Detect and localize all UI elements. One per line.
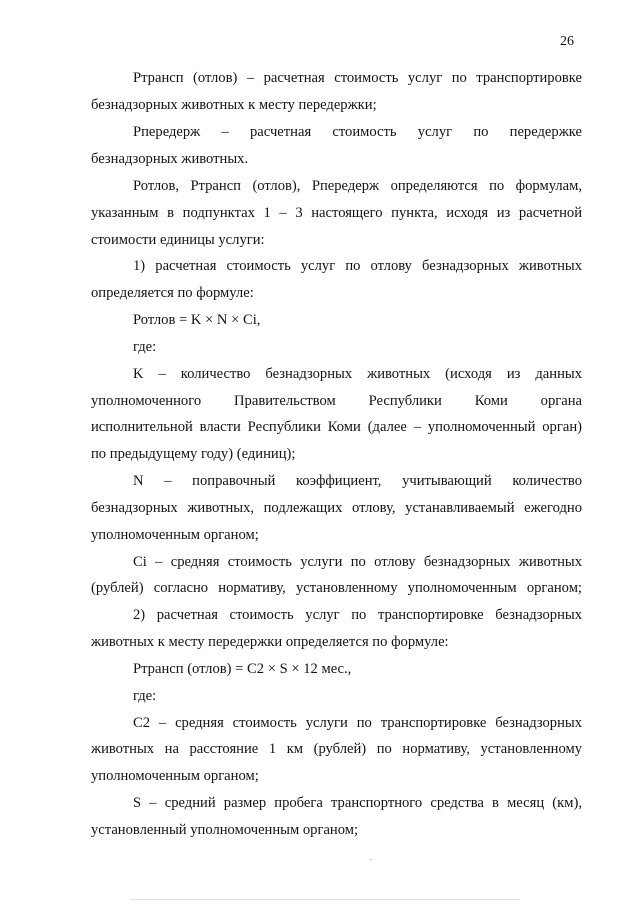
text-line: по предыдущему году) (единиц);	[91, 446, 296, 462]
formula-line: Ротлов = K × N × Ci,	[133, 312, 261, 328]
text-line: указанным в подпунктах 1 – 3 настоящего пункта, исходя из расчетной	[91, 205, 582, 221]
scan-edge-line	[130, 899, 520, 900]
text-line: S – средний размер пробега транспортного средства в месяц (км),	[133, 795, 582, 811]
text-line: животных на расстояние 1 км (рублей) по нормативу, установленному	[91, 741, 582, 757]
page-number: 26	[560, 34, 574, 49]
text-line: животных к месту передержки определяется по формуле:	[91, 634, 449, 650]
text-line: Ci – средняя стоимость услуги по отлову безнадзорных животных	[133, 554, 582, 570]
text-line: Ротлов, Ртрансп (отлов), Рпередерж определяются по формулам,	[133, 178, 582, 194]
text-line: установленный уполномоченным органом;	[91, 822, 359, 838]
text-line: где:	[133, 688, 157, 704]
text-line: уполномоченным органом;	[91, 768, 259, 784]
text-line: безнадзорных животных.	[91, 151, 249, 167]
text-line: N – поправочный коэффициент, учитывающий количество	[133, 473, 582, 489]
text-line: уполномоченным органом;	[91, 527, 259, 543]
text-line: C2 – средняя стоимость услуги по транспортировке безнадзорных	[133, 715, 582, 731]
text-line: 1) расчетная стоимость услуг по отлову безнадзорных животных	[133, 258, 582, 274]
text-line: исполнительной власти Республики Коми (далее – уполномоченный орган)	[91, 419, 582, 435]
formula-line: Ртрансп (отлов) = C2 × S × 12 мес.,	[133, 661, 352, 677]
text-line: где:	[133, 339, 157, 355]
text-line: Ртрансп (отлов) – расчетная стоимость услуг по транспортировке	[133, 70, 582, 86]
text-line: определяется по формуле:	[91, 285, 254, 301]
scan-dot	[370, 859, 372, 860]
text-line: стоимости единицы услуги:	[91, 232, 265, 248]
text-line: Рпередерж – расчетная стоимость услуг по передержке	[133, 124, 582, 140]
text-line: 2) расчетная стоимость услуг по транспортировке безнадзорных	[133, 607, 582, 623]
text-line: уполномоченного Правительством Республики Коми органа	[91, 393, 582, 409]
text-line: (рублей) согласно нормативу, установленному уполномоченным органом;	[91, 580, 582, 596]
text-line: безнадзорных животных к месту передержки;	[91, 97, 377, 113]
text-line: безнадзорных животных, подлежащих отлову, устанавливаемый ежегодно	[91, 500, 582, 516]
text-line: K – количество безнадзорных животных (исходя из данных	[133, 366, 582, 382]
